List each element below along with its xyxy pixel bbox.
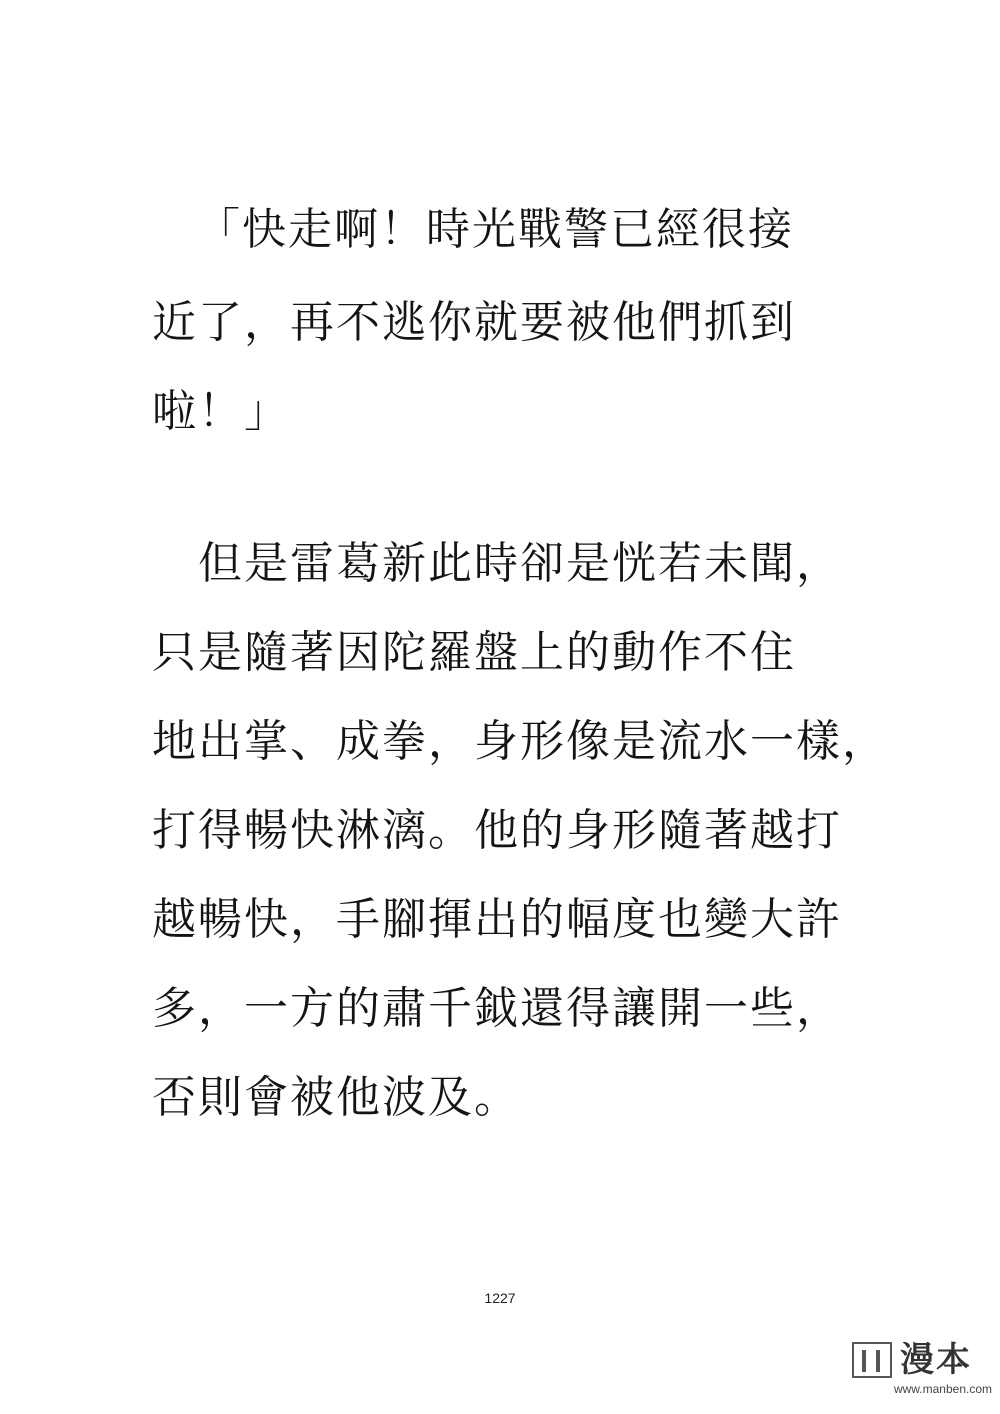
text-line: 只是隨著因陀羅盤上的動作不住: [152, 627, 796, 678]
watermark-logo: [852, 1340, 992, 1398]
text-line: 打得暢快淋漓。他的身形隨著越打: [152, 805, 842, 856]
text-line: 多，一方的肅千鉞還得讓開一些，: [152, 983, 842, 1034]
text-line: 「快走啊！時光戰警已經很接: [196, 204, 794, 255]
text-line: 越暢快，手腳揮出的幅度也變大許: [152, 894, 842, 945]
page-number: 1227: [484, 1290, 516, 1306]
text-line: 否則會被他波及。: [152, 1072, 520, 1123]
text-line: 地出掌、成拳，身形像是流水一樣，: [152, 716, 888, 767]
watermark-brand: 漫本: [900, 1340, 972, 1380]
text-line: 但是雷葛新此時卻是恍若未聞，: [152, 538, 842, 589]
text-line: 近了，再不逃你就要被他們抓到: [152, 297, 796, 348]
text-line: 啦！」: [152, 386, 290, 437]
manben-logo-icon: [852, 1342, 892, 1378]
watermark-url: www.manben.com: [893, 1382, 992, 1396]
